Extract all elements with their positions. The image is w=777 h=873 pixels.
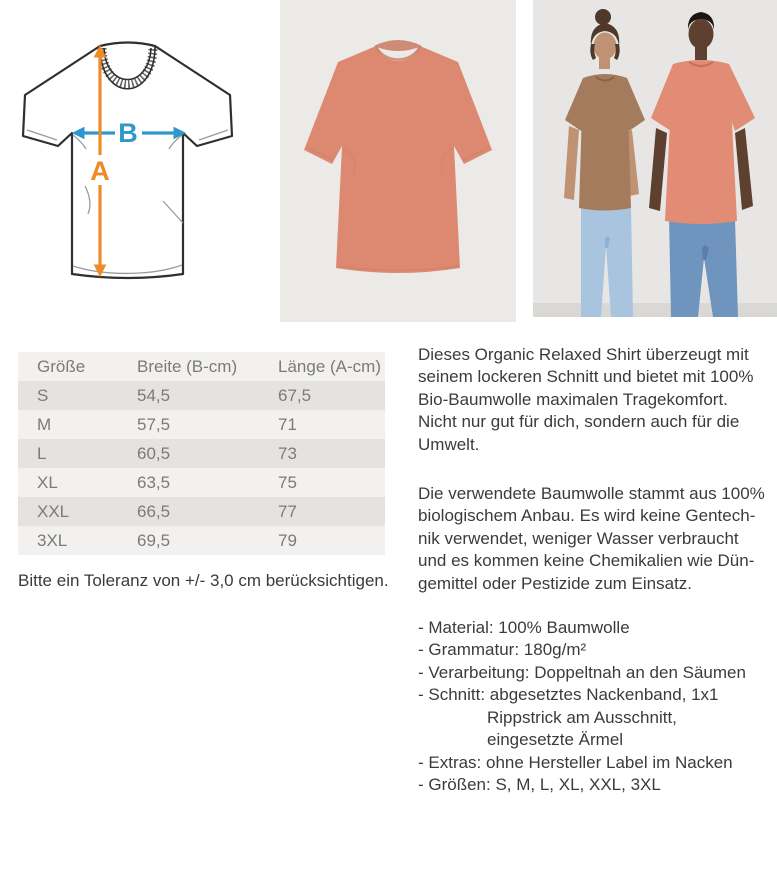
table-row xyxy=(18,526,385,555)
size-diagram-image[interactable] xyxy=(15,38,240,288)
laenge-cell: 79 xyxy=(278,530,297,550)
spec-grammatur: - Grammatur: 180g/m² xyxy=(418,640,587,660)
breite-cell: 63,5 xyxy=(137,472,171,492)
text-line: und es kommen keine Chemikalien wie Dün- xyxy=(418,551,755,571)
spec-groessen: - Größen: S, M, L, XL, XXL, 3XL xyxy=(418,774,661,794)
product-photo-models[interactable] xyxy=(533,0,777,317)
table-row xyxy=(18,468,385,497)
spec-extras: - Extras: ohne Hersteller Label im Nacken xyxy=(418,752,733,772)
text-line: Nicht nur gut für dich, sondern auch für die xyxy=(418,412,740,432)
col-header-groesse: Größe xyxy=(37,356,86,376)
laenge-cell: 73 xyxy=(278,443,297,463)
label-a: A xyxy=(90,156,110,186)
breite-cell: 66,5 xyxy=(137,501,171,521)
man-face xyxy=(689,19,714,49)
size-cell: M xyxy=(37,414,52,434)
label-b: B xyxy=(118,118,138,148)
spec-verarbeitung: - Verarbeitung: Doppeltnah an den Säumen xyxy=(418,662,746,682)
table-row xyxy=(18,497,385,526)
table-row xyxy=(18,381,385,410)
spec-schnitt: - Schnitt: abgesetztes Nackenband, 1x1 xyxy=(418,685,719,705)
size-cell: S xyxy=(37,385,49,405)
col-header-laenge: Länge (A-cm) xyxy=(278,356,381,376)
woman-hair-bun xyxy=(595,9,611,25)
size-cell: L xyxy=(37,443,47,463)
breite-cell: 54,5 xyxy=(137,385,171,405)
col-header-breite: Breite (B-cm) xyxy=(137,356,238,376)
tshirt-measurement-diagram xyxy=(15,38,240,288)
description-paragraph-1 xyxy=(418,344,774,456)
spec-list xyxy=(418,617,774,796)
table-row xyxy=(18,410,385,439)
breite-cell: 57,5 xyxy=(137,414,171,434)
size-cell: 3XL xyxy=(37,530,68,550)
models-illustration xyxy=(533,0,777,317)
product-photo-flat-shirt[interactable] xyxy=(280,0,516,322)
text-line: Bio-Baumwolle maximalen Tragekomfort. xyxy=(418,389,728,409)
spec-schnitt-continued: eingesetzte Ärmel xyxy=(487,730,624,750)
size-table xyxy=(18,352,385,555)
size-cell: XL xyxy=(37,472,58,492)
text-line: seinem lockeren Schnitt und bietet mit 100% xyxy=(418,367,754,387)
spec-material: - Material: 100% Baumwolle xyxy=(418,618,630,638)
text-line: Umwelt. xyxy=(418,434,480,454)
laenge-cell: 67,5 xyxy=(278,385,312,405)
table-row xyxy=(18,439,385,468)
size-table-header-row xyxy=(18,352,385,381)
size-cell: XXL xyxy=(37,501,70,521)
laenge-cell: 75 xyxy=(278,472,297,492)
text-line: biologischem Anbau. Es wird keine Gentech- xyxy=(418,506,756,526)
laenge-cell: 77 xyxy=(278,501,297,521)
studio-floor xyxy=(533,303,777,317)
text-line: gemittel oder Pestizide zum Einsatz. xyxy=(418,573,693,593)
laenge-cell: 71 xyxy=(278,414,297,434)
text-line: Dieses Organic Relaxed Shirt überzeugt mit xyxy=(418,345,749,364)
product-description xyxy=(418,344,774,796)
text-line: nik verwendet, weniger Wasser verbraucht xyxy=(418,528,739,548)
description-paragraph-2 xyxy=(418,483,774,595)
breite-cell: 69,5 xyxy=(137,530,171,550)
flat-shirt-illustration xyxy=(280,0,516,322)
woman-face xyxy=(594,33,617,60)
tshirt-outline xyxy=(23,43,232,279)
tolerance-note: Bitte ein Toleranz von +/- 3,0 cm berücksichtigen. xyxy=(18,571,389,590)
text-line: Die verwendete Baumwolle stammt aus 100% xyxy=(418,484,765,504)
breite-cell: 60,5 xyxy=(137,443,171,463)
spec-schnitt-continued: Rippstrick am Ausschnitt, xyxy=(487,707,677,727)
